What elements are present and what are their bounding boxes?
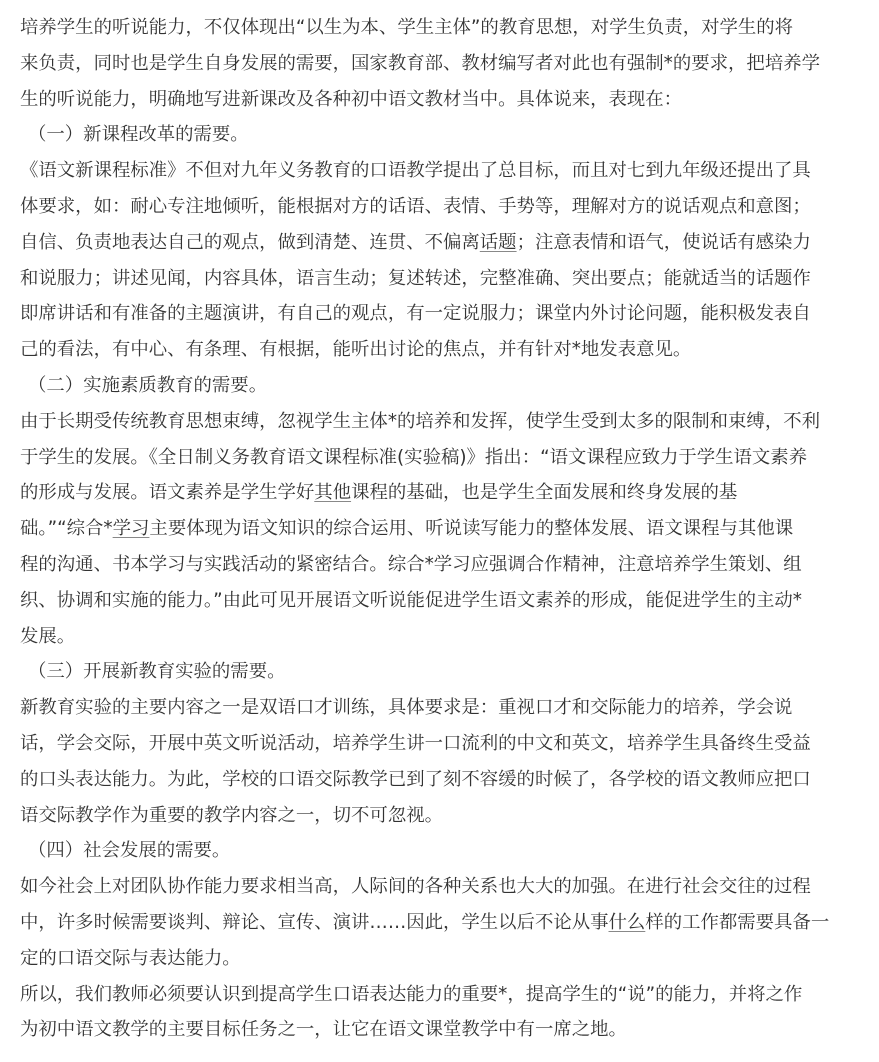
line-text: 生的听说能力，明确地写进新课改及各种初中语文教材当中。具体说来，表现在：: [20, 88, 683, 110]
line-text: 织、协调和实施的能力。”由此可见开展语文听说能促进学生语文素养的形成，能促进学生的主动*: [20, 589, 802, 611]
paragraph-line: [20, 404, 859, 440]
line-text: 己的看法，有中心、有条理、有根据，能听出讨论的焦点，并有针对*地发表意见。: [20, 339, 692, 361]
line-text: 《语文新课程标准》不但对九年义务教育的口语教学提出了总目标，而且对七到九年级还提出了具: [20, 160, 811, 182]
line-text: 来负责，同时也是学生自身发展的需要，国家教育部、教材编写者对此也有强制*的要求，把培养学: [20, 52, 820, 74]
paragraph-line: [20, 440, 859, 476]
paragraph-line: [20, 46, 859, 82]
line-text: 课程的基础，也是学生全面发展和终身发展的基: [351, 482, 738, 504]
paragraph-line: [20, 10, 859, 46]
paragraph-line: [20, 583, 859, 619]
line-text: 新教育实验的主要内容之一是双语口才训练，具体要求是：重视口才和交际能力的培养，学会说: [20, 697, 793, 719]
section-heading: [20, 368, 859, 404]
keyword-link[interactable]: 什么: [608, 911, 646, 933]
keyword-link[interactable]: 学习: [112, 518, 150, 540]
line-text: 体要求，如：耐心专注地倾听，能根据对方的话语、表情、手势等，理解对方的说话观点和意图；: [20, 195, 811, 217]
line-text: 定的口语交际与表达能力。: [20, 947, 241, 969]
paragraph-line: [20, 1012, 859, 1048]
line-text: （三）开展新教育实验的需要。: [28, 661, 286, 683]
paragraph-line: [20, 511, 859, 547]
paragraph-line: [20, 869, 859, 905]
line-text: 的形成与发展。语文素养是学生学好: [20, 482, 315, 504]
paragraph-line: [20, 726, 859, 762]
line-text: 础。”“综合*: [20, 518, 113, 540]
line-text: 如今社会上对团队协作能力要求相当高，人际间的各种关系也大大的加强。在进行社会交往的过程: [20, 876, 811, 898]
paragraph-line: [20, 762, 859, 798]
paragraph-line: [20, 690, 859, 726]
paragraph-line: [20, 941, 859, 977]
paragraph-line: [20, 332, 859, 368]
paragraph-line: [20, 296, 859, 332]
paragraph-line: [20, 261, 859, 297]
paragraph-line: [20, 977, 859, 1013]
section-heading: [20, 654, 859, 690]
paragraph-line: [20, 619, 859, 655]
paragraph-line: [20, 905, 859, 941]
paragraph-line: [20, 547, 859, 583]
line-text: 于学生的发展。《全日制义务教育语文课程标准(实验稿)》指出：“语文课程应致力于学生语文素养: [20, 446, 808, 468]
line-text: （一）新课程改革的需要。: [28, 124, 249, 146]
line-text: 话，学会交际，开展中英文听说活动，培养学生讲一口流利的中文和英文，培养学生具备终生受益: [20, 732, 811, 754]
line-text: 主要体现为语文知识的综合运用、听说读写能力的整体发展、语文课程与其他课: [149, 518, 794, 540]
line-text: 由于长期受传统教育思想束缚，忽视学生主体*的培养和发挥，使学生受到太多的限制和束缚，不利: [20, 410, 820, 432]
line-text: 发展。: [20, 625, 76, 647]
line-text: ；注意表情和语气，使说话有感染力: [516, 231, 811, 253]
line-text: 样的工作都需要具备一: [645, 911, 830, 933]
section-heading: [20, 833, 859, 869]
paragraph-line: [20, 153, 859, 189]
line-text: 即席讲话和有准备的主题演讲，有自己的观点，有一定说服力；课堂内外讨论问题，能积极发表自: [20, 303, 811, 325]
paragraph-line: [20, 82, 859, 118]
line-text: （四）社会发展的需要。: [28, 840, 231, 862]
line-text: 语交际教学作为重要的教学内容之一，切不可忽视。: [20, 804, 443, 826]
section-heading: [20, 117, 859, 153]
keyword-link[interactable]: 话题: [479, 231, 517, 253]
line-text: 程的沟通、书本学习与实践活动的紧密结合。综合*学习应强调合作精神，注意培养学生策划、组: [20, 553, 802, 575]
line-text: 培养学生的听说能力，不仅体现出“以生为本、学生主体”的教育思想，对学生负责，对学生的将: [20, 17, 794, 38]
paragraph-line: [20, 225, 859, 261]
line-text: 的口头表达能力。为此，学校的口语交际教学已到了刻不容缓的时候了，各学校的语文教师应把口: [20, 768, 811, 790]
line-text: 为初中语文教学的主要目标任务之一，让它在语文课堂教学中有一席之地。: [20, 1019, 627, 1041]
line-text: 和说服力；讲述见闻，内容具体，语言生动；复述转述，完整准确、突出要点；能就适当的话题作: [20, 267, 811, 289]
paragraph-line: [20, 798, 859, 834]
paragraph-line: [20, 189, 859, 225]
line-text: 中，许多时候需要谈判、辩论、宣传、演讲……因此，学生以后不论从事: [20, 911, 609, 933]
paragraph-line: [20, 475, 859, 511]
line-text: 所以，我们教师必须要认识到提高学生口语表达能力的重要*，提高学生的“说”的能力，并将之作: [20, 983, 803, 1005]
keyword-link[interactable]: 其他: [314, 482, 352, 504]
line-text: （二）实施素质教育的需要。: [28, 374, 268, 396]
line-text: 自信、负责地表达自己的观点，做到清楚、连贯、不偏离: [20, 231, 480, 253]
